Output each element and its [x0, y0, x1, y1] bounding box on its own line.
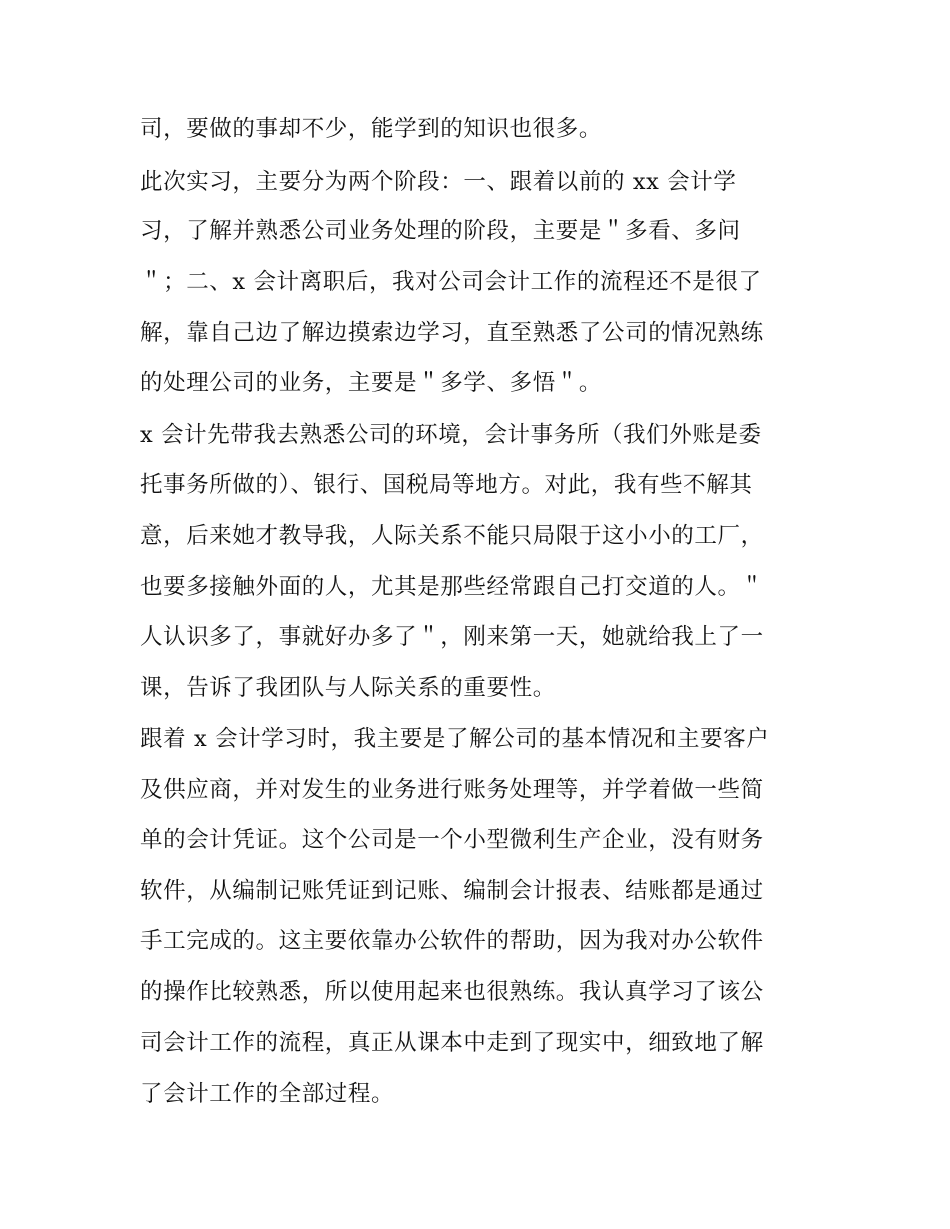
- text-line: x 会计先带我去熟悉公司的环境，会计事务所（我们外账是委: [140, 422, 762, 448]
- text-line: 跟着 x 会计学习时，我主要是了解公司的基本情况和主要客户: [140, 726, 770, 752]
- text-line: 课，告诉了我团队与人际关系的重要性。: [140, 675, 556, 701]
- text-line: 托事务所做的）、银行、国税局等地方。对此，我有些不解其: [140, 472, 753, 498]
- text-line: 此次实习，主要分为两个阶段：一、跟着以前的 xx 会计学: [140, 169, 737, 195]
- text-line: 意，后来她才教导我，人际关系不能只局限于这小小的工厂，: [140, 523, 764, 549]
- text-line: 的处理公司的业务，主要是＂多学、多悟＂。: [140, 370, 603, 396]
- text-line: 司，要做的事却不少，能学到的知识也很多。: [140, 116, 603, 142]
- text-line: 也要多接触外面的人，尤其是那些经常跟自己打交道的人。＂: [140, 574, 764, 600]
- text-line: 单的会计凭证。这个公司是一个小型微利生产企业，没有财务: [140, 827, 764, 853]
- text-line: 了会计工作的全部过程。: [140, 1081, 395, 1107]
- text-line: 软件，从编制记账凭证到记账、编制会计报表、结账都是通过: [140, 878, 764, 904]
- text-line: 解，靠自己边了解边摸索边学习，直至熟悉了公司的情况熟练: [140, 320, 764, 346]
- text-line: 司会计工作的流程，真正从课本中走到了现实中，细致地了解: [140, 1030, 764, 1056]
- text-line: ＂；二、x 会计离职后，我对公司会计工作的流程还不是很了: [140, 269, 762, 295]
- text-line: 习，了解并熟悉公司业务处理的阶段，主要是＂多看、多问: [140, 218, 741, 244]
- text-line: 的操作比较熟悉，所以使用起来也很熟练。我认真学习了该公: [140, 979, 764, 1005]
- text-line: 人认识多了，事就好办多了＂，刚来第一天，她就给我上了一: [140, 624, 764, 650]
- text-line: 及供应商，并对发生的业务进行账务处理等，并学着做一些简: [140, 777, 764, 803]
- text-line: 手工完成的。这主要依靠办公软件的帮助，因为我对办公软件: [140, 928, 764, 954]
